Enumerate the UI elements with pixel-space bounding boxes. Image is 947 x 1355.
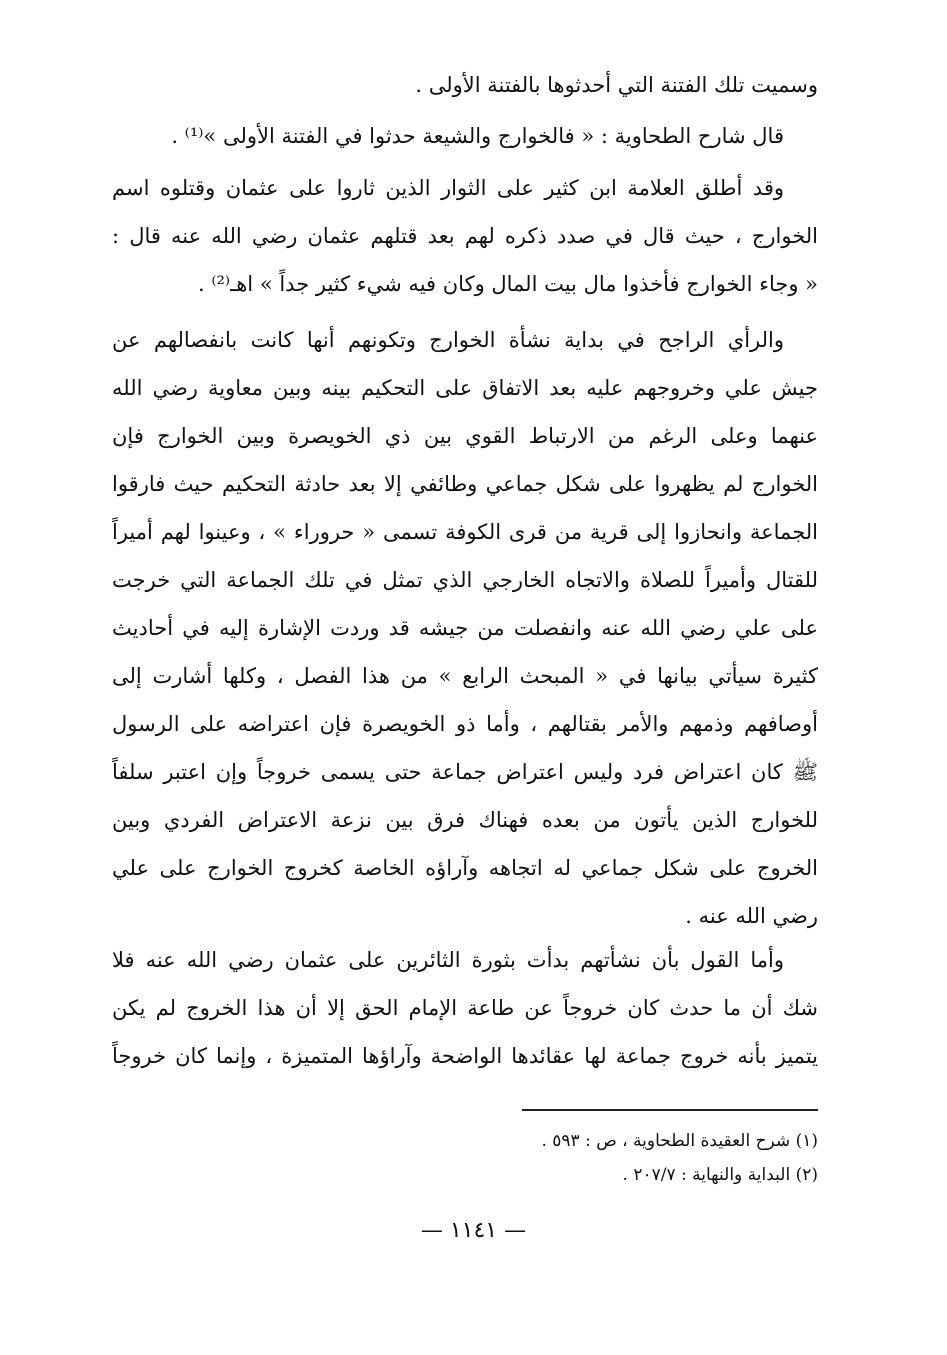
- text-line: عنهما وعلى الرغم من الارتباط القوي بين ذي الخويصرة وبين الخوارج فإن: [112, 424, 818, 448]
- footnote-divider: [522, 1109, 818, 1111]
- paragraph-4: [112, 316, 818, 940]
- footnote-1: (١) شرح العقيدة الطحاوية ، ص : ٥٩٣ .: [541, 1131, 818, 1151]
- text-line: للخوارج الذين يأتون من بعده فهناك فرق بين نزعة الاعتراض الفردي وبين: [112, 808, 818, 832]
- text-line: الخوارج لم يظهروا على شكل جماعي وطائفي إلا بعد حادثة التحكيم حيث فارقوا: [112, 472, 818, 496]
- paragraph-2: [112, 112, 818, 160]
- paragraph-3: [112, 164, 818, 308]
- text-line: ﷺ كان اعتراض فرد وليس اعتراض جماعة حتى يسمى خروجاً وإن اعتبر سلفاً: [112, 760, 818, 784]
- text-line: قال شارح الطحاوية : « فالخوارج والشيعة حدثوا في الفتنة الأولى »⁽¹⁾ .: [171, 124, 784, 148]
- text-line: وقد أطلق العلامة ابن كثير على الثوار الذين ثاروا على عثمان وقتلوه اسم: [112, 176, 784, 200]
- text-line: للقتال وأميراً للصلاة والاتجاه الخارجي الذي تمثل في تلك الجماعة التي خرجت: [112, 568, 818, 592]
- text-line: وأما القول بأن نشأتهم بدأت بثورة الثائرين على عثمان رضي الله عنه فلا: [112, 948, 784, 972]
- paragraph-1: [112, 61, 818, 109]
- text-line: كثيرة سيأتي بيانها في « المبحث الرابع » من هذا الفصل ، وكلها أشارت إلى: [112, 664, 818, 688]
- text-line: الجماعة وانحازوا إلى قرية من قرى الكوفة تسمى « حروراء » ، وعينوا لهم أميراً: [112, 520, 818, 544]
- text-line: الخروج على شكل جماعي له اتجاهه وآراؤه الخاصة كخروج الخوارج على علي: [112, 856, 818, 880]
- text-line: جيش علي وخروجهم عليه بعد الاتفاق على التحكيم بينه وبين معاوية رضي الله: [112, 376, 818, 400]
- text-line: وسميت تلك الفتنة التي أحدثوها بالفتنة الأولى .: [415, 73, 818, 97]
- footnotes: [300, 1124, 818, 1192]
- text-line: على علي رضي الله عنه وانفصلت من جيشه قد وردت الإشارة إليه في أحاديث: [112, 616, 818, 640]
- text-line: شك أن ما حدث كان خروجاً عن طاعة الإمام الحق إلا أن هذا الخروج لم يكن: [112, 996, 818, 1020]
- text-line: رضي الله عنه .: [685, 904, 818, 928]
- text-line: « وجاء الخوارج فأخذوا مال بيت المال وكان فيه شيء كثير جداً » اهـ⁽²⁾ .: [197, 272, 818, 296]
- text-line: أوصافهم وذمهم والأمر بقتالهم ، وأما ذو الخويصرة فإن اعتراضه على الرسول: [112, 712, 818, 736]
- text-line: يتميز بأنه خروج جماعة لها عقائدها الواضحة وآراؤها المتميزة ، وإنما كان خروجاً: [112, 1044, 818, 1068]
- page-number: — ١١٤١ —: [420, 1218, 527, 1243]
- text-line: الخوارج ، حيث قال في صدد ذكره لهم بعد قتلهم عثمان رضي الله عنه قال :: [112, 224, 818, 248]
- footnote-2: (٢) البداية والنهاية : ٢٠٧/٧ .: [622, 1165, 818, 1185]
- paragraph-5: [112, 936, 818, 1080]
- text-line: والرأي الراجح في بداية نشأة الخوارج وتكونهم أنها كانت بانفصالهم عن: [112, 328, 784, 352]
